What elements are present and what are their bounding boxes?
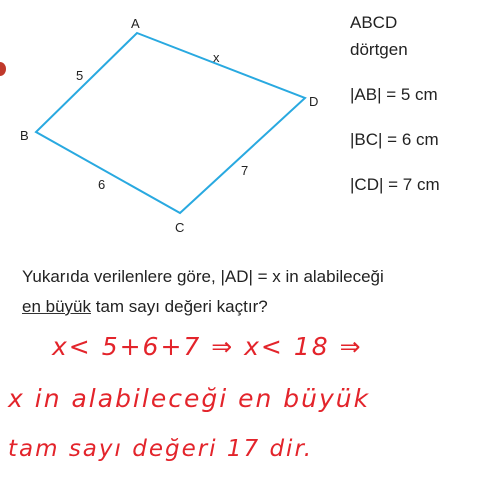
side-ab-label: 5 [76,68,84,83]
shape-name: ABCD [350,13,398,32]
question-text [22,262,487,322]
vertex-a: A [131,16,140,31]
side-cd-label: 7 [241,163,249,178]
given-properties [350,12,490,196]
handwritten-line-3: tam sayı değeri 17 dir. [8,436,314,462]
question-part2: tam sayı değeri kaçtır? [91,297,268,316]
handwritten-line-2: x in alabileceği en büyük [8,384,371,413]
vertex-b: B [20,128,29,143]
prop-ab: |AB| = 5 cm [350,85,438,104]
side-ad-label: x [213,50,220,65]
shape-type: dörtgen [350,40,408,59]
side-bc-label: 6 [98,177,106,192]
vertex-d: D [309,94,319,109]
question-emphasis: en büyük [22,297,91,316]
prop-cd: |CD| = 7 cm [350,175,440,194]
prop-bc: |BC| = 6 cm [350,130,439,149]
handwritten-line-1: x< 5+6+7 ⇒ x< 18 ⇒ [52,332,363,361]
quadrilateral-abcd [36,33,305,213]
vertex-c: C [175,220,185,235]
question-part1: Yukarıda verilenlere göre, |AD| = x in alabileceği [22,267,384,286]
